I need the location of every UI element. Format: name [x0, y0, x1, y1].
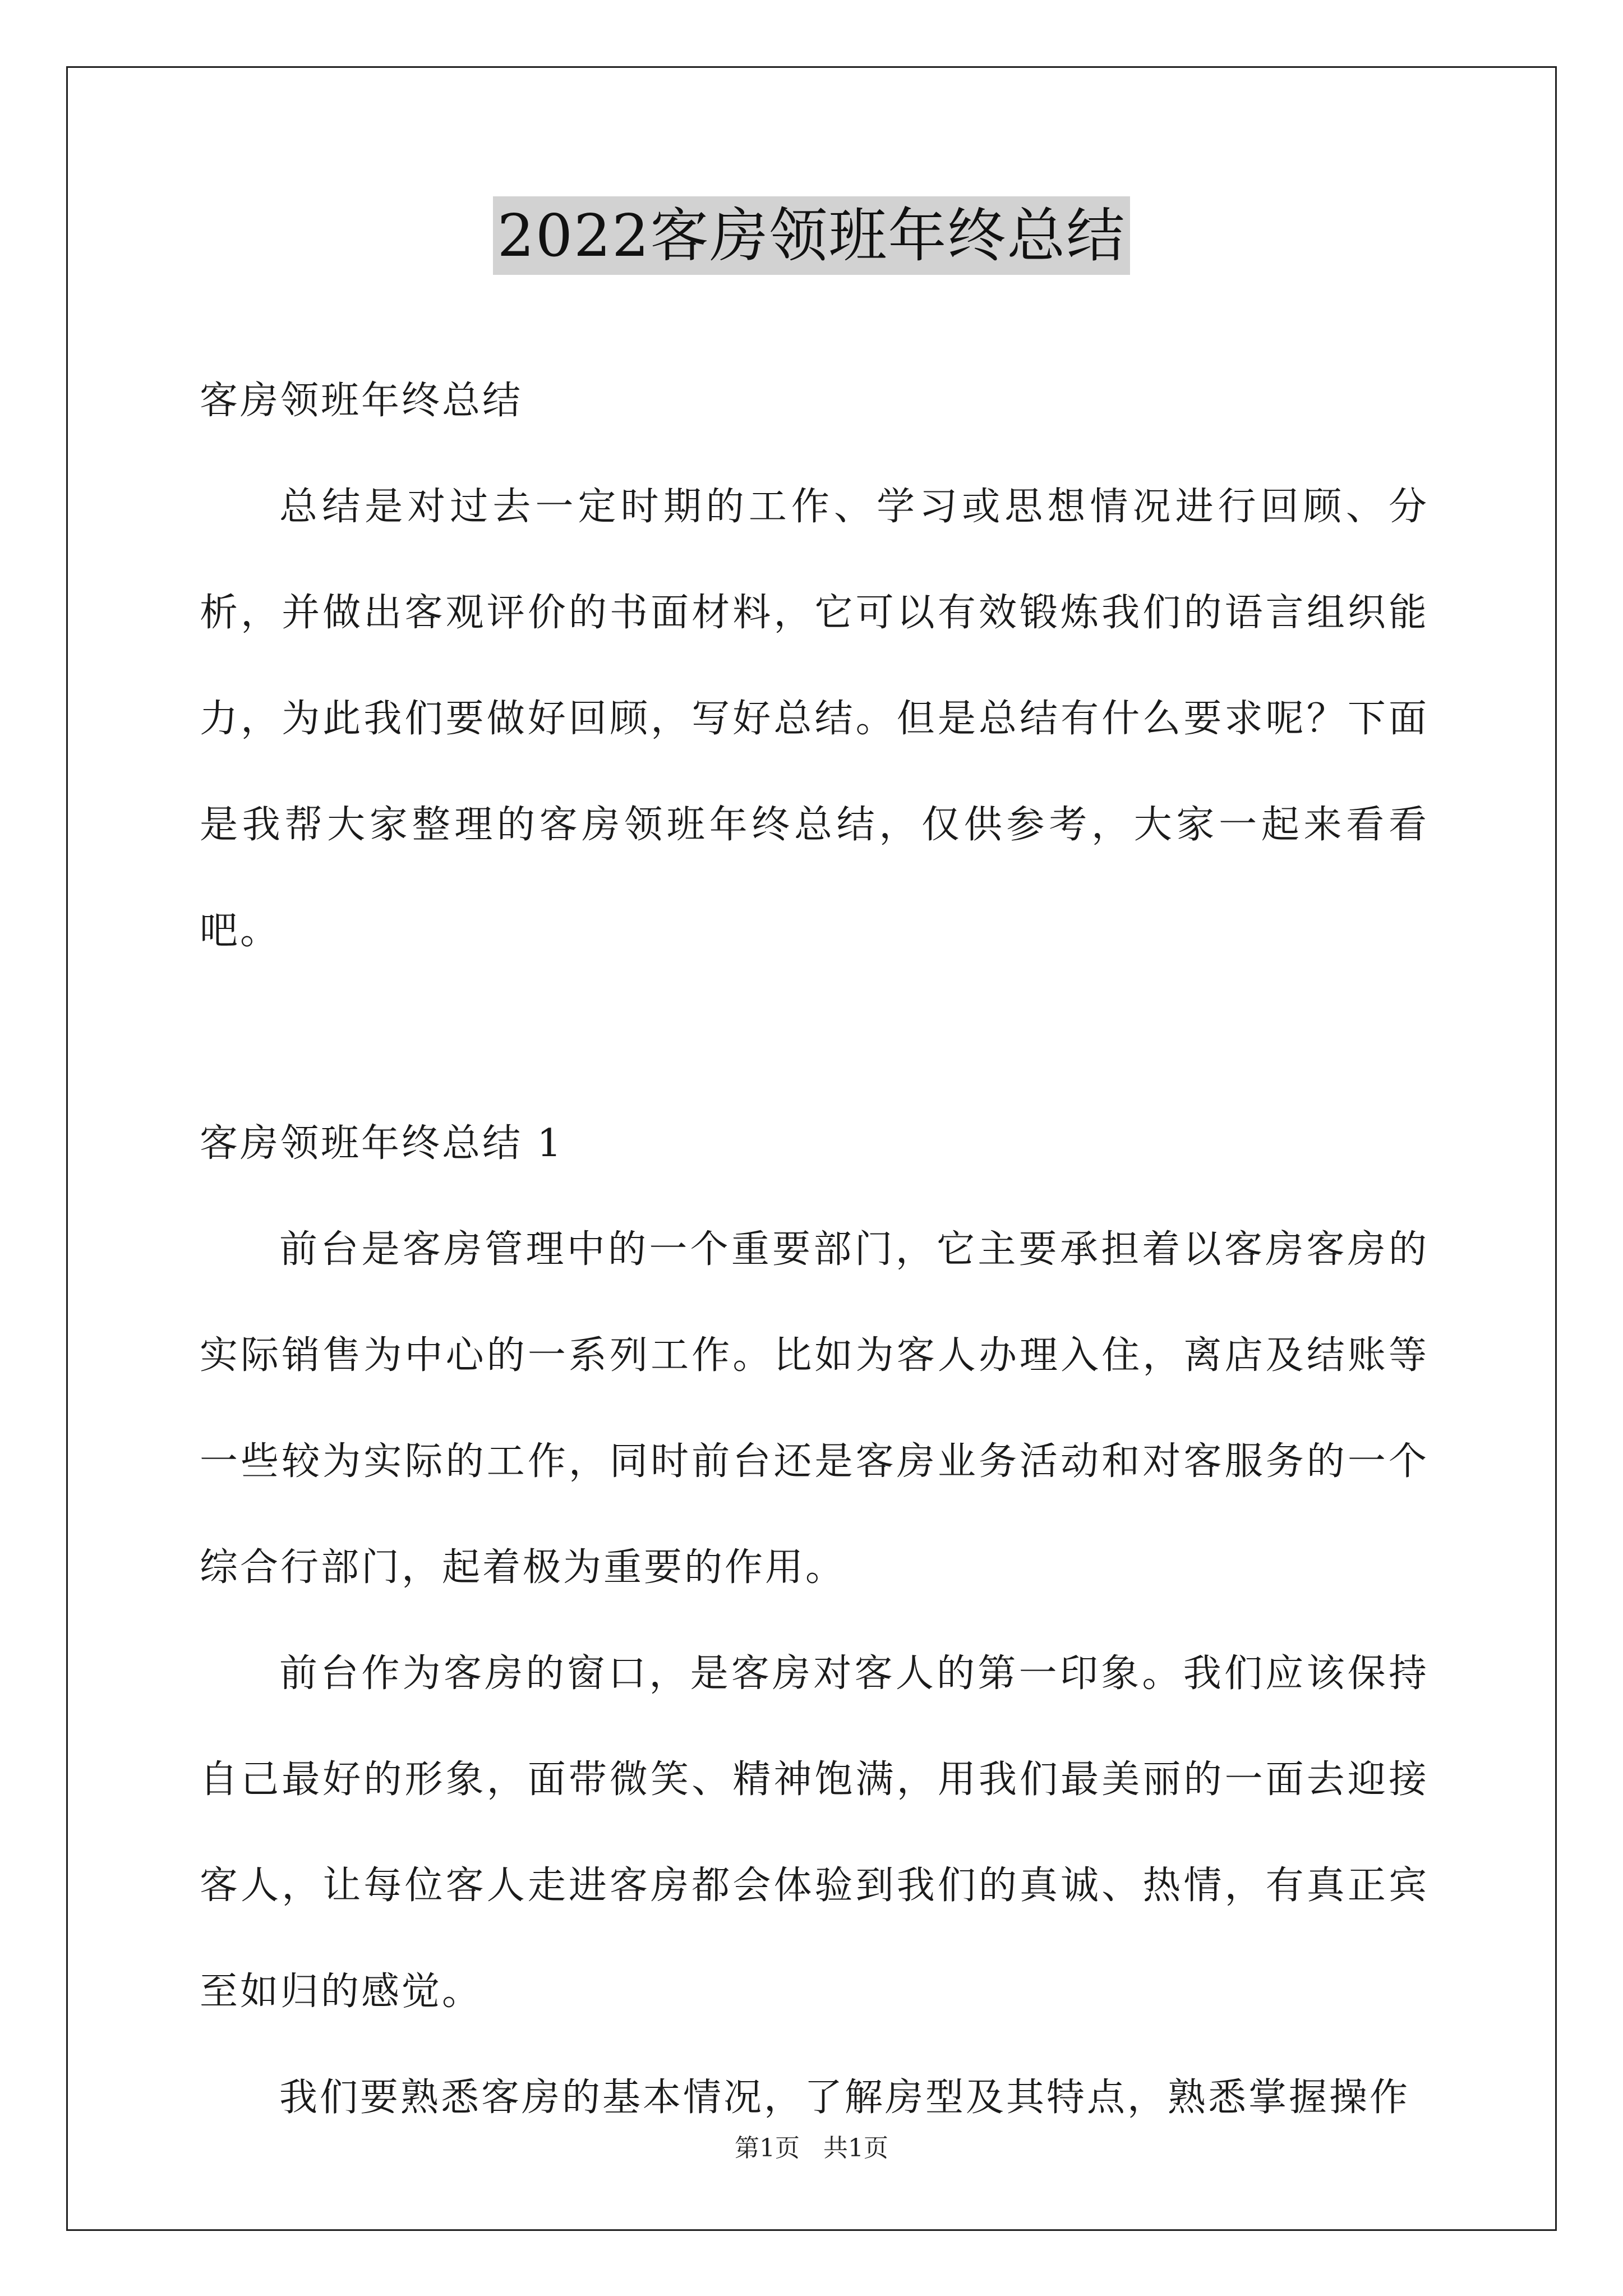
- section-heading: 客房领班年终总结 1: [200, 1121, 564, 1166]
- title-container: [0, 196, 1623, 275]
- document-subtitle: 客房领班年终总结: [200, 379, 523, 423]
- body-paragraph: 前台作为客房的窗口，是客房对客人的第一印象。我们应该保持自己最好的形象，面带微笑、精神饱满，用我们最美丽的一面去迎接客人，让每位客人走进客房都会体验到我们的真诚、热情，有真正宾至如归的感觉。: [200, 1651, 1429, 2014]
- document-body: [200, 348, 1429, 2151]
- body-paragraph: 我们要熟悉客房的基本情况，了解房型及其特点，熟悉掌握操作: [279, 2076, 1410, 2120]
- page-footer: 第1页 共1页: [735, 2134, 888, 2162]
- section-spacer: [200, 984, 1429, 1091]
- document-title: 2022客房领班年终总结: [493, 196, 1131, 275]
- intro-paragraph: 总结是对过去一定时期的工作、学习或思想情况进行回顾、分析，并做出客观评价的书面材料，它可以有效锻炼我们的语言组织能力，为此我们要做好回顾，写好总结。但是总结有什么要求呢？下面是我帮大家整理的客房领班年终总结，仅供参考，大家一起来看看吧。: [200, 485, 1429, 953]
- body-paragraph: 前台是客房管理中的一个重要部门，它主要承担着以客房客房的实际销售为中心的一系列工作。比如为客人办理入住，离店及结账等一些较为实际的工作，同时前台还是客房业务活动和对客服务的一个综合行部门，起着极为重要的作用。: [200, 1227, 1429, 1590]
